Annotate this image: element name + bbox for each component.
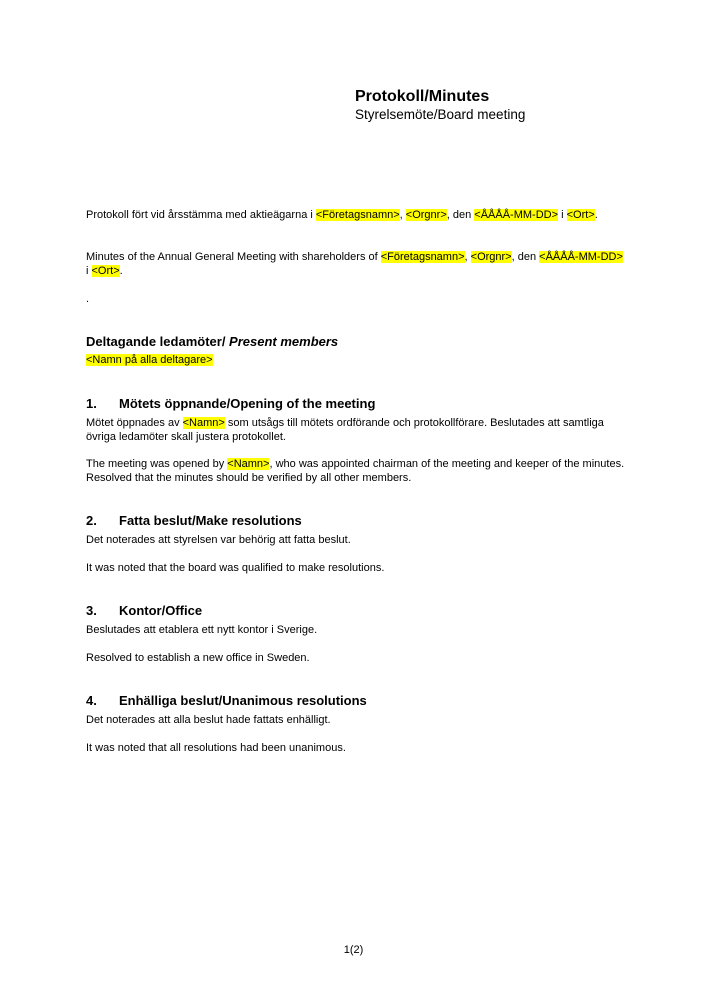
intro-sv-text: .	[594, 209, 598, 221]
members-heading	[86, 334, 338, 350]
members-placeholder: <Namn på alla deltagare>	[86, 354, 213, 366]
section-heading	[86, 603, 202, 619]
section-number: 4.	[86, 693, 97, 708]
section-title: Enhälliga beslut/Unanimous resolutions	[119, 693, 367, 708]
intro-en-text: , den	[511, 251, 540, 263]
section-heading	[86, 693, 367, 709]
section-number: 1.	[86, 396, 97, 411]
intro-sv-text: Protokoll fört vid årsstämma med aktieägarna i	[86, 209, 316, 221]
section-text: som utsågs till mötets ordförande och protokollförare. Beslutades att samtliga övriga ledamöter skall justera protokollet.	[86, 417, 604, 443]
intro-en-text: .	[119, 265, 123, 277]
members-list	[86, 353, 626, 367]
date-placeholder: <ÅÅÅÅ-MM-DD>	[539, 251, 623, 263]
document-title: Protokoll/Minutes	[355, 88, 490, 105]
section-number: 3.	[86, 603, 97, 618]
intro-sv-text: ,	[399, 209, 406, 221]
section-title: Fatta beslut/Make resolutions	[119, 513, 302, 528]
section-number: 2.	[86, 513, 97, 528]
name-placeholder: <Namn>	[182, 417, 225, 429]
document-header	[355, 87, 525, 123]
place-placeholder: <Ort>	[566, 209, 595, 221]
orgnr-placeholder: <Orgnr>	[405, 209, 447, 221]
members-heading-sv: Deltagande ledamöter/	[86, 334, 230, 349]
section-title: Mötets öppnande/Opening of the meeting	[119, 396, 376, 411]
section-text-sv: Det noterades att styrelsen var behörig att fatta beslut.	[86, 534, 351, 546]
intro-en-text: i	[86, 265, 92, 277]
intro-english	[86, 250, 626, 278]
orgnr-placeholder: <Orgnr>	[470, 251, 512, 263]
intro-sv-text: i	[558, 209, 567, 221]
name-placeholder: <Namn>	[227, 458, 270, 470]
section-heading	[86, 396, 375, 412]
company-placeholder: <Företagsnamn>	[315, 209, 400, 221]
section-text-en	[86, 457, 626, 485]
section-text: The meeting was opened by	[86, 458, 228, 470]
section-text-sv: Det noterades att alla beslut hade fattats enhälligt.	[86, 714, 331, 726]
page-number: 1(2)	[343, 944, 364, 956]
section-text-sv: Beslutades att etablera ett nytt kontor i Sverige.	[86, 624, 318, 636]
section-text-en: It was noted that all resolutions had been unanimous.	[86, 742, 346, 754]
section-text-sv	[86, 416, 626, 444]
section-text: Mötet öppnades av	[86, 417, 183, 429]
section-title: Kontor/Office	[119, 603, 203, 618]
place-placeholder: <Ort>	[91, 265, 120, 277]
stray-dot: .	[86, 293, 90, 305]
section-text-en: Resolved to establish a new office in Sweden.	[86, 652, 310, 664]
section-heading	[86, 513, 302, 529]
document-subtitle: Styrelsemöte/Board meeting	[355, 107, 526, 122]
section-text: , who was appointed chairman of the meeting and keeper of the minutes. Resolved that the minutes should be verified by all other members.	[86, 458, 625, 484]
intro-sv-text: , den	[446, 209, 475, 221]
intro-en-text: ,	[464, 251, 471, 263]
date-placeholder: <ÅÅÅÅ-MM-DD>	[474, 209, 559, 221]
section-text-en: It was noted that the board was qualified to make resolutions.	[86, 562, 385, 574]
company-placeholder: <Företagsnamn>	[380, 251, 465, 263]
intro-swedish	[86, 208, 626, 222]
members-heading-en: Present members	[229, 334, 339, 349]
intro-en-text: Minutes of the Annual General Meeting with shareholders of	[86, 251, 381, 263]
